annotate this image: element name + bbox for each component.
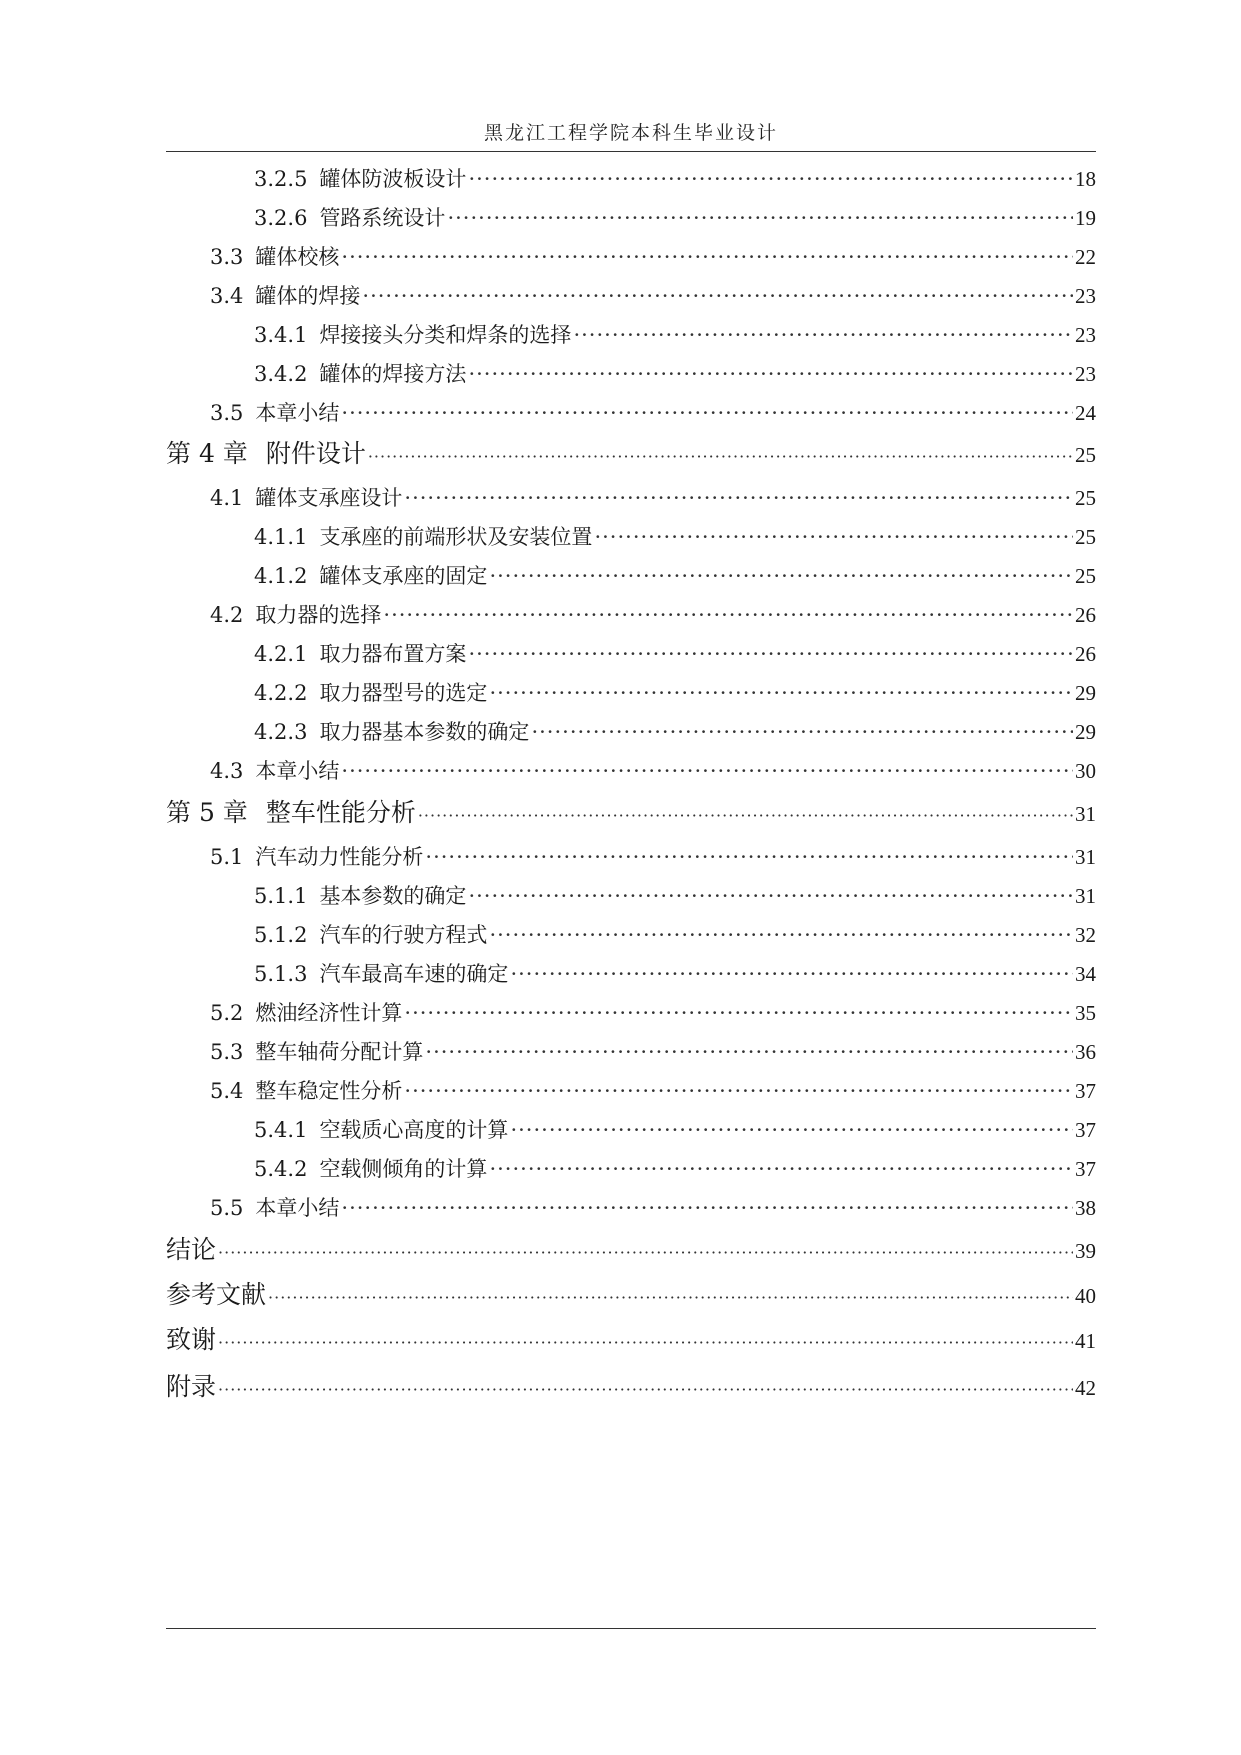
toc-entry-title: 整车性能分析	[265, 798, 416, 827]
toc-entry-title: 汽车动力性能分析	[255, 845, 424, 869]
toc-entry-number: 5.5	[210, 1196, 244, 1220]
toc-leader-dots	[383, 603, 1073, 627]
toc-entry-number: 3.3	[210, 245, 244, 269]
toc-entry-title: 罐体支承座设计	[255, 486, 403, 510]
toc-entry[interactable]	[254, 919, 1096, 949]
toc-entry[interactable]	[254, 716, 1096, 746]
toc-entry-title: 致谢	[166, 1325, 217, 1354]
toc-entry-title: 空载侧倾角的计算	[319, 1157, 488, 1181]
toc-entry-title: 支承座的前端形状及安装位置	[319, 525, 593, 549]
toc-entry[interactable]	[254, 1114, 1096, 1144]
toc-entry-title: 附录	[166, 1372, 217, 1401]
toc-entry-page: 25	[1075, 525, 1096, 549]
toc-entry-number: 4.2	[210, 603, 244, 627]
toc-entry[interactable]	[210, 997, 1096, 1027]
toc-entry-number: 4.1	[210, 486, 244, 510]
toc-entry-page: 29	[1075, 681, 1096, 705]
toc-leader-dots	[218, 1243, 1073, 1262]
toc-entry-number: 3.2.6	[254, 206, 308, 230]
toc-leader-dots	[489, 564, 1073, 588]
toc-entry-title: 罐体防波板设计	[319, 167, 467, 191]
toc-leader-dots	[425, 845, 1073, 869]
toc-leader-dots	[418, 806, 1073, 825]
toc-leader-dots	[341, 759, 1073, 783]
toc-entry-number: 5.1.2	[254, 923, 308, 947]
toc-entry-title: 燃油经济性计算	[255, 1001, 403, 1025]
toc-entry-page: 36	[1075, 1040, 1096, 1064]
toc-entry-title: 取力器布置方案	[319, 642, 467, 666]
toc-entry-title: 罐体支承座的固定	[319, 564, 488, 588]
toc-entry-number: 第 5 章	[166, 798, 248, 827]
toc-entry-number: 3.4.2	[254, 362, 308, 386]
toc-entry-number: 第 4 章	[166, 439, 248, 468]
toc-leader-dots	[468, 167, 1073, 191]
toc-entry-number: 3.2.5	[254, 167, 308, 191]
toc-entry-page: 37	[1075, 1157, 1096, 1181]
toc-entry-number: 5.4	[210, 1079, 244, 1103]
toc-entry-number: 5.2	[210, 1001, 244, 1025]
toc-entry[interactable]	[254, 677, 1096, 707]
toc-entry-title: 整车稳定性分析	[255, 1079, 403, 1103]
toc-entry-number: 4.3	[210, 759, 244, 783]
toc-entry-title: 本章小结	[255, 1196, 340, 1220]
toc-entry[interactable]	[210, 280, 1096, 310]
toc-leader-dots	[489, 923, 1073, 947]
toc-entry-title: 管路系统设计	[319, 206, 446, 230]
toc-entry[interactable]	[254, 521, 1096, 551]
toc-leader-dots	[510, 1118, 1073, 1142]
toc-entry-page: 23	[1075, 323, 1096, 347]
toc-entry[interactable]	[254, 560, 1096, 590]
toc-leader-dots	[341, 1196, 1073, 1220]
toc-entry-page: 26	[1075, 603, 1096, 627]
toc-entry-page: 19	[1075, 206, 1096, 230]
toc-leader-dots	[447, 206, 1073, 230]
toc-entry-number: 4.2.1	[254, 642, 308, 666]
toc-entry[interactable]	[254, 638, 1096, 668]
toc-leader-dots	[368, 447, 1073, 466]
toc-entry-number: 5.1	[210, 845, 244, 869]
toc-entry[interactable]	[254, 880, 1096, 910]
toc-entry-page: 25	[1075, 486, 1096, 510]
toc-entry[interactable]	[210, 1075, 1096, 1105]
toc-entry-title: 本章小结	[255, 759, 340, 783]
toc-leader-dots	[218, 1380, 1073, 1399]
toc-leader-dots	[468, 362, 1073, 386]
toc-leader-dots	[468, 642, 1073, 666]
toc-entry-title: 取力器的选择	[255, 603, 382, 627]
toc-entry-page: 25	[1075, 443, 1096, 467]
toc-entry-number: 3.4	[210, 284, 244, 308]
toc-entry-page: 26	[1075, 642, 1096, 666]
toc-leader-dots	[341, 245, 1073, 269]
toc-entry-title: 附件设计	[265, 439, 366, 468]
toc-entry-page: 23	[1075, 284, 1096, 308]
toc-entry[interactable]	[166, 1275, 1096, 1311]
toc-entry[interactable]	[254, 958, 1096, 988]
toc-leader-dots	[404, 1079, 1073, 1103]
toc-leader-dots	[218, 1333, 1073, 1352]
toc-entry-number: 5.4.1	[254, 1118, 308, 1142]
toc-entry-page: 24	[1075, 401, 1096, 425]
toc-entry-title: 罐体的焊接方法	[319, 362, 467, 386]
toc-entry-page: 31	[1075, 845, 1096, 869]
toc-entry[interactable]	[254, 358, 1096, 388]
toc-entry-title: 汽车最高车速的确定	[319, 962, 509, 986]
toc-leader-dots	[404, 1001, 1073, 1025]
toc-leader-dots	[489, 681, 1073, 705]
toc-entry[interactable]	[166, 793, 1096, 829]
toc-entry-number: 4.1.1	[254, 525, 308, 549]
toc-entry-page: 29	[1075, 720, 1096, 744]
toc-entry[interactable]	[166, 1320, 1096, 1356]
toc-entry-page: 40	[1075, 1284, 1096, 1308]
toc-entry-page: 23	[1075, 362, 1096, 386]
toc-entry-title: 整车轴荷分配计算	[255, 1040, 424, 1064]
toc-entry-number: 5.4.2	[254, 1157, 308, 1181]
toc-leader-dots	[531, 720, 1073, 744]
toc-leader-dots	[594, 525, 1073, 549]
header-divider	[166, 151, 1096, 152]
toc-entry-title: 参考文献	[166, 1280, 267, 1309]
toc-entry[interactable]	[210, 241, 1096, 271]
toc-entry-title: 取力器型号的选定	[319, 681, 488, 705]
toc-entry-title: 结论	[166, 1235, 217, 1264]
toc-entry-page: 25	[1075, 564, 1096, 588]
toc-entry-number: 5.3	[210, 1040, 244, 1064]
toc-entry[interactable]	[254, 163, 1096, 193]
toc-leader-dots	[489, 1157, 1073, 1181]
toc-leader-dots	[362, 284, 1073, 308]
toc-entry[interactable]	[210, 397, 1096, 427]
toc-entry[interactable]	[254, 202, 1096, 232]
toc-leader-dots	[341, 401, 1073, 425]
toc-entry-page: 41	[1075, 1329, 1096, 1353]
toc-entry-title: 空载质心高度的计算	[319, 1118, 509, 1142]
toc-entry-number: 4.2.3	[254, 720, 308, 744]
toc-entry[interactable]	[210, 755, 1096, 785]
toc-entry-page: 37	[1075, 1079, 1096, 1103]
toc-entry-page: 42	[1075, 1376, 1096, 1400]
toc-entry-page: 38	[1075, 1196, 1096, 1220]
toc-leader-dots	[268, 1288, 1073, 1307]
toc-entry-title: 汽车的行驶方程式	[319, 923, 488, 947]
toc-entry[interactable]	[166, 1230, 1096, 1266]
toc-entry-page: 18	[1075, 167, 1096, 191]
toc-entry-page: 39	[1075, 1239, 1096, 1263]
toc-entry-title: 罐体的焊接	[255, 284, 361, 308]
toc-entry[interactable]	[210, 1192, 1096, 1222]
toc-entry[interactable]	[210, 1036, 1096, 1066]
toc-entry-title: 取力器基本参数的确定	[319, 720, 530, 744]
toc-leader-dots	[510, 962, 1073, 986]
toc-entry-number: 3.4.1	[254, 323, 308, 347]
page-header-title: 黑龙江工程学院本科生毕业设计	[483, 122, 778, 144]
toc-entry-number: 3.5	[210, 401, 244, 425]
toc-leader-dots	[468, 884, 1073, 908]
toc-entry-number: 4.2.2	[254, 681, 308, 705]
toc-entry-title: 本章小结	[255, 401, 340, 425]
toc-entry-number: 4.1.2	[254, 564, 308, 588]
toc-entry-page: 37	[1075, 1118, 1096, 1142]
toc-entry-number: 5.1.1	[254, 884, 308, 908]
toc-leader-dots	[573, 323, 1073, 347]
toc-entry-title: 罐体校核	[255, 245, 340, 269]
toc-entry-page: 31	[1075, 802, 1096, 826]
toc-entry-page: 31	[1075, 884, 1096, 908]
toc-entry[interactable]	[210, 599, 1096, 629]
toc-entry[interactable]	[166, 434, 1096, 470]
toc-entry-title: 焊接接头分类和焊条的选择	[319, 323, 572, 347]
toc-entry-page: 35	[1075, 1001, 1096, 1025]
toc-entry-page: 32	[1075, 923, 1096, 947]
toc-leader-dots	[404, 486, 1073, 510]
toc-entry-page: 34	[1075, 962, 1096, 986]
toc-entry-page: 22	[1075, 245, 1096, 269]
toc-entry[interactable]	[254, 319, 1096, 349]
toc-entry[interactable]	[210, 841, 1096, 871]
toc-entry[interactable]	[166, 1367, 1096, 1403]
toc-entry[interactable]	[254, 1153, 1096, 1183]
toc-leader-dots	[425, 1040, 1073, 1064]
toc-entry[interactable]	[210, 482, 1096, 512]
toc-entry-title: 基本参数的确定	[319, 884, 467, 908]
toc-entry-page: 30	[1075, 759, 1096, 783]
toc-entry-number: 5.1.3	[254, 962, 308, 986]
footer-divider	[166, 1628, 1096, 1629]
